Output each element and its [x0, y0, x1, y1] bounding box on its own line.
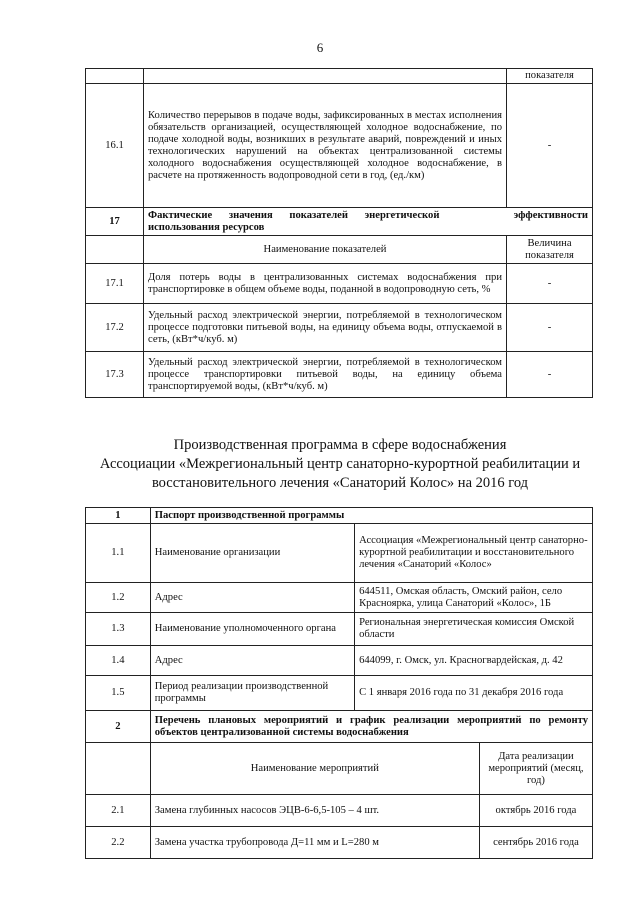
- passport-row: [86, 646, 593, 676]
- table-row: [86, 264, 593, 304]
- subheader-row: [86, 236, 593, 264]
- indicator-value: -: [507, 264, 593, 304]
- column-header-value: Дата реализации мероприятий (месяц, год): [479, 743, 592, 795]
- passport-label: Наименование уполномоченного органа: [150, 613, 354, 646]
- passport-value: Ассоциация «Межрегиональный центр санаторно-курортной реабилитации и восстановительного лечения «Санаторий «Колос»: [355, 524, 593, 583]
- section-number: 17: [86, 208, 144, 236]
- program-table: [85, 507, 593, 859]
- page-number: 6: [316, 40, 324, 55]
- row-number: 16.1: [86, 84, 144, 208]
- heading-line-1: Производственная программа в сфере водоснабжения: [173, 437, 507, 453]
- passport-value: Региональная энергетическая комиссия Омской области: [355, 613, 593, 646]
- table-row: [86, 84, 593, 208]
- row-number: 17.2: [86, 304, 144, 352]
- heading-line-2: Ассоциации «Межрегиональный центр санаторно-курортной реабилитации и: [99, 456, 581, 472]
- activity-text: Замена глубинных насосов ЭЦВ-6-6,5-105 – 4 шт.: [150, 795, 479, 827]
- row-number: 1.5: [86, 676, 151, 711]
- column-header-value: Величина показателя: [507, 236, 593, 264]
- activity-row: [86, 827, 593, 859]
- indicators-table: [85, 68, 593, 398]
- passport-value: 644511, Омская область, Омский район, село Красноярка, улица Санаторий «Колос», 1Б: [355, 583, 593, 613]
- table-row: [86, 352, 593, 398]
- heading-line-3: восстановительного лечения «Санаторий Колос» на 2016 год: [151, 475, 529, 491]
- passport-label: Адрес: [150, 583, 354, 613]
- section-title: Паспорт производственной программы: [150, 508, 592, 524]
- row-number: 1.3: [86, 613, 151, 646]
- section-header-row: [86, 508, 593, 524]
- section-header-row: [86, 711, 593, 743]
- passport-label: Адрес: [150, 646, 354, 676]
- section-title-line2: использования ресурсов: [148, 221, 265, 233]
- passport-value: С 1 января 2016 года по 31 декабря 2016 года: [355, 676, 593, 711]
- passport-value: 644099, г. Омск, ул. Красногвардейская, д. 42: [355, 646, 593, 676]
- activity-date: октябрь 2016 года: [479, 795, 592, 827]
- table-row: [86, 69, 593, 84]
- section-title-part2: эффективности: [513, 209, 588, 221]
- row-number: 1.1: [86, 524, 151, 583]
- activity-row: [86, 795, 593, 827]
- program-heading: [60, 436, 620, 493]
- passport-row: [86, 676, 593, 711]
- row-number: 2.2: [86, 827, 151, 859]
- indicator-text: Удельный расход электрической энергии, потребляемой в технологическом процессе транспортировки питьевой воды, на единицу объема транспортируемой воды, (кВт*ч/куб. м): [144, 352, 507, 398]
- row-number: 1.2: [86, 583, 151, 613]
- subheader-row: [86, 743, 593, 795]
- passport-label: Наименование организации: [150, 524, 354, 583]
- section-number: 2: [86, 711, 151, 743]
- row-number: 17.3: [86, 352, 144, 398]
- section-header-row: [86, 208, 593, 236]
- section-title: Перечень плановых мероприятий и график реализации мероприятий по ремонту объектов централизованной системы водоснабжения: [150, 711, 592, 743]
- indicator-text: Доля потерь воды в централизованных системах водоснабжения при транспортировке в общем объеме воды, поданной в водопроводную сеть, %: [144, 264, 507, 304]
- activity-date: сентябрь 2016 года: [479, 827, 592, 859]
- table-row: [86, 304, 593, 352]
- passport-row: [86, 583, 593, 613]
- column-header-name: Наименование показателей: [144, 236, 507, 264]
- value-column-header: показателя: [507, 69, 593, 84]
- passport-row: [86, 524, 593, 583]
- section-title: [144, 208, 593, 236]
- indicator-value: -: [507, 84, 593, 208]
- indicator-value: -: [507, 304, 593, 352]
- row-number: 1.4: [86, 646, 151, 676]
- indicator-text: Количество перерывов в подаче воды, зафиксированных в местах исполнения обязательств организацией, осуществляющей холодное водоснабжение, по подаче холодной воды, возникших в результате аварий, повреждений и иных технологических нарушений на объектах централизованной системы холодного водоснабжения осуществляющей холодное водоснабжение, в расчете на протяженность водопроводной сети в год, (ед./км): [144, 84, 507, 208]
- section-number: 1: [86, 508, 151, 524]
- indicator-text: Удельный расход электрической энергии, потребляемой в технологическом процессе подготовки питьевой воды, на единицу объема воды, отпускаемой в сеть, (кВт*ч/куб. м): [144, 304, 507, 352]
- row-number: 17.1: [86, 264, 144, 304]
- column-header-name: Наименование мероприятий: [150, 743, 479, 795]
- passport-row: [86, 613, 593, 646]
- passport-label: Период реализации производственной программы: [150, 676, 354, 711]
- activity-text: Замена участка трубопровода Д=11 мм и L=280 м: [150, 827, 479, 859]
- section-title-part1: Фактические значения показателей энергетической: [148, 209, 440, 221]
- indicator-value: -: [507, 352, 593, 398]
- row-number: 2.1: [86, 795, 151, 827]
